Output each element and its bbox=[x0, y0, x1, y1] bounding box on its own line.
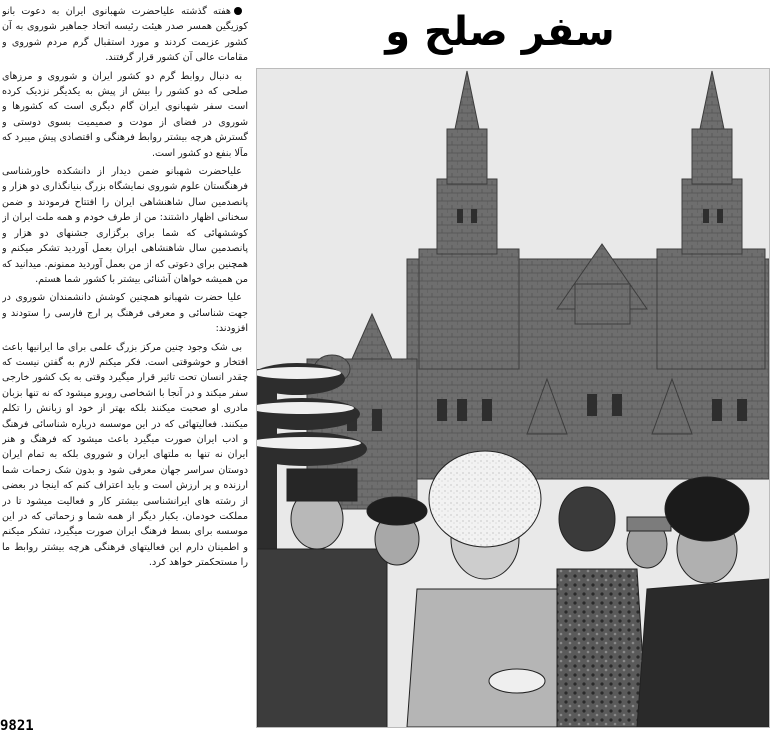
article-text bbox=[2, 4, 248, 714]
paragraph-text: هفته گذشته علیاحضرت شهبانوی ایران به دعوت بانو کوزیگین همسر صدر هیئت رئیسه اتحاد جماهیر شوروی به آن کشور عزیمت کردند و مورد استقبال گرم مردم شوروی و مقامات عالی آن کشور قرار گرفتند. bbox=[2, 6, 248, 64]
article-paragraph bbox=[2, 4, 248, 66]
crowd bbox=[257, 451, 769, 727]
page-number: 9821 bbox=[0, 718, 34, 734]
bullet-icon bbox=[234, 7, 242, 15]
page-headline: سفر صلح و bbox=[385, 9, 615, 55]
article-paragraph: به دنبال روابط گرم دو کشور ایران و شوروی و مرزهای صلحی که دو کشور را بیش از پیش به یکدیگر نزدیک کرده است سفر شهبانوی ایران گام دیگری است که کشورها و شوروی در فضای از مودت و صمیمیت بسوی دوستی و گسترش هرچه بیشتر روابط فرهنگی و اقتصادی پیش میبرد که مآلا بنفع دو کشور است. bbox=[2, 70, 248, 159]
news-photo bbox=[256, 68, 770, 728]
article-paragraph: علیاحضرت شهبانو ضمن دیدار از دانشکده خاورشناسی فرهنگستان علوم شوروی نمایشگاه بزرگ بنیانگذاری دو هزار و پانصدمین سال شاهنشاهی ایران را افتتاح فرمودند و ضمن سخنانی اظهار داشتند: من از طرف خودم و همه ملت ایران از کوششهائی که شما برای برگزاری جشنهای دو هزار و پانصدمین سال شاهنشاهی ایران بعمل آوردید تشکر میکنم و همچنین برای دعوتی که از من بعمل آوردید ممنونم. میدانید که من همیشه خواهان آشنائی بیشتر با کشور شما هستم. bbox=[2, 166, 248, 285]
article-paragraph: بی شک وجود چنین مرکز بزرگ علمی برای ما ایرانیها باعث افتخار و خوشوقتی است. فکر میکنم لازم به گفتن نیست که چقدر انسان تحت تاثیر قرار میگیرد وقتی به یک کشور خارجی سفر میکند و در آنجا با اشخاصی روبرو میشود که نه تنها بزبان مادری او صحبت میکنند بلکه بهتر از خود او زبانش را تکلم میکنند. فعالیتهائی که در این موسسه درباره شناسائی فرهنگ و ادب ایران صورت میگیرد باعث میشود که فرهنگ و هنر ایران نه تنها به ملتهای ایران و شوروی بلکه به تمام ایران دوستان سراسر جهان معرفی شود و بدون شک زحمات شما ارزنده و پر ارزش است و باید اعتراف کنم که اینجا در بعضی از رشته های ایرانشناسی بیشتر کار و فعالیت میشود تا در مملکت خودمان. یکبار دیگر از همه شما و زحماتی که در این موسسه برای بسط فرهنگ ایران صورت میگیرد، تشکر میکنم و اطمینان دارم این فعالیتهای فرهنگی هرچه بیشتر روابط ما را مستحکمتر خواهد کرد. bbox=[2, 341, 248, 569]
article-paragraph: علیا حضرت شهبانو همچنین کوشش دانشمندان شوروی در جهت شناسائی و معرفی فرهنگ پر ارج فارسی را ستودند و افزودند: bbox=[2, 292, 248, 335]
